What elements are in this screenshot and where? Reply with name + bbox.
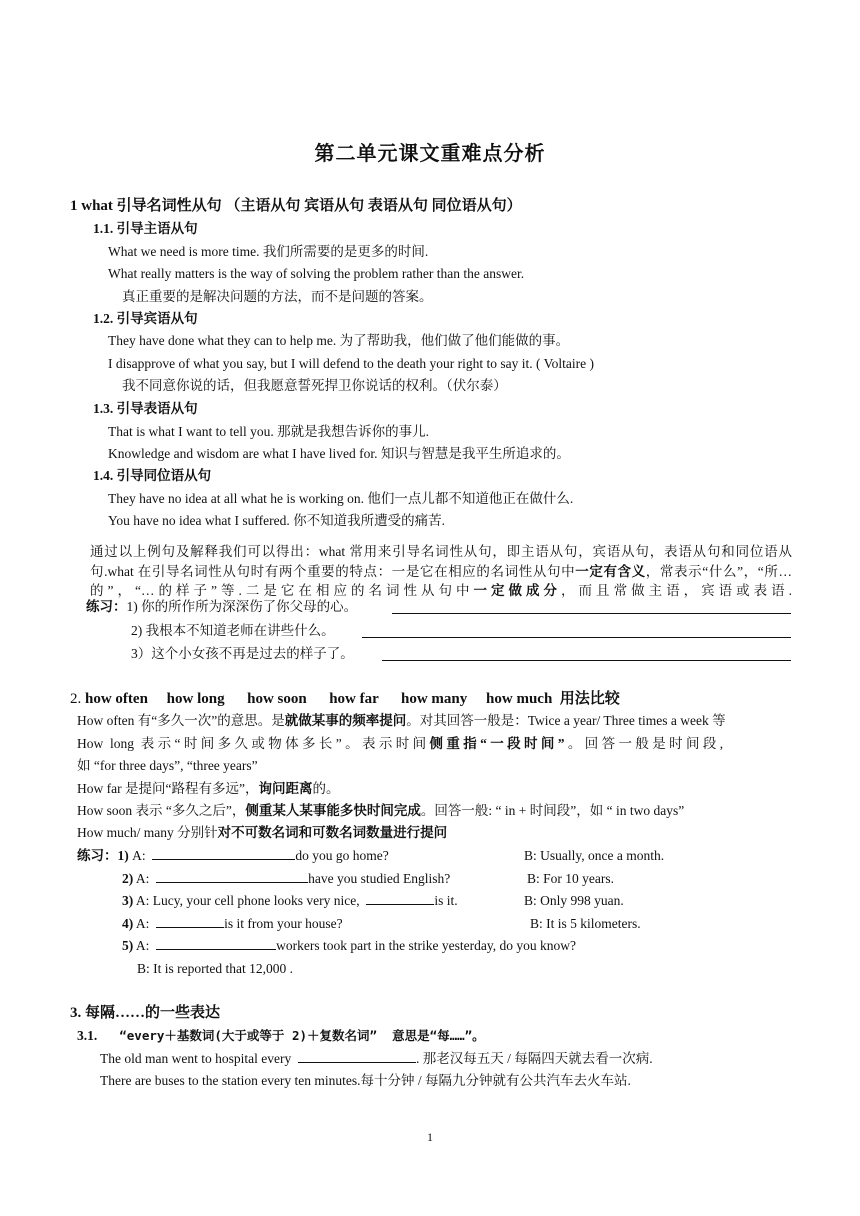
example-sentence: They have no idea at all what he is working on. 他们一点儿都不知道他正在做什么. — [108, 491, 574, 506]
answer-blank[interactable] — [152, 847, 295, 860]
example-sentence: You have no idea what I suffered. 你不知道我所遭受的痛苦. — [108, 513, 445, 528]
section-3-heading: 3. 每隔……的一些表达 — [70, 1005, 221, 1021]
exercise-2: 2) 我根本不知道老师在讲些什么。 — [131, 623, 335, 638]
section-1-heading: 1 what 引导名词性从句 （主语从句 宾语从句 表语从句 同位语从句） — [70, 198, 522, 214]
answer-blank[interactable] — [156, 915, 224, 928]
example-sentence: What really matters is the way of solving the problem rather than the answer. — [108, 266, 525, 281]
exercise-3: 3）这个小女孩不再是过去的样子了。 — [131, 646, 354, 661]
answer-b: B: It is 5 kilometers. — [530, 916, 641, 931]
page-number: 1 — [427, 1130, 433, 1144]
answer-blank[interactable] — [366, 892, 434, 905]
answer-b: B: Only 998 yuan. — [524, 893, 624, 908]
answer-line[interactable] — [382, 660, 791, 661]
exercise-q4: 4) A: is it from your house? — [122, 916, 343, 931]
answer-b: B: It is reported that 12,000 . — [137, 961, 293, 976]
answer-line[interactable] — [362, 637, 791, 638]
example-sentence: Knowledge and wisdom are what I have lived for. 知识与智慧是我平生所追求的。 — [108, 446, 570, 461]
answer-blank[interactable] — [298, 1050, 416, 1063]
exercise-q1: 练习：1) A: do you go home? — [77, 848, 389, 863]
exercise-q5: 5) A: workers took part in the strike yesterday, do you know? — [122, 938, 576, 953]
section-1-4-heading: 1.4. 引导同位语从句 — [93, 468, 212, 483]
answer-line[interactable] — [392, 613, 791, 614]
summary-paragraph: 通过以上例句及解释我们可以得出：what 常用来引导名词性从句，即主语从句，宾语从句，表语从句和同位语从句.what 在引导名词性从句时有两个重要的特点：一是它在相应的名词性从句中一定有含义，常表示“什么”，“所…的”，“…的样子”等.二是它在相应的名词性从句中一定做成分，而且常做主语，宾语或表语. — [90, 544, 793, 598]
example-sentence: That is what I want to tell you. 那就是我想告诉你的事儿. — [108, 424, 429, 439]
how-far-line: How far 是提问“路程有多远”，询问距离的。 — [77, 781, 340, 796]
how-long-line: How long 表 示 “ 时 间 多 久 或 物 体 多 长 ” 。 表 示 时 间 侧 重 指 “ 一 段 时 间 ” 。 回 答 一 般 是 时 间 段 , — [77, 736, 724, 751]
how-often-line: How often 有“多久一次”的意思。是就做某事的频率提问。对其回答一般是：Twice a year/ Three times a week 等 — [77, 713, 726, 728]
answer-b: B: For 10 years. — [527, 871, 614, 886]
answer-blank[interactable] — [156, 870, 308, 883]
example-sentence: There are buses to the station every ten minutes.每十分钟 / 每隔九分钟就有公共汽车去火车站. — [100, 1073, 631, 1088]
section-1-1-heading: 1.1. 引导主语从句 — [93, 221, 198, 236]
example-translation: 真正重要的是解决问题的方法，而不是问题的答案。 — [122, 289, 433, 304]
answer-b: B: Usually, once a month. — [524, 848, 665, 863]
answer-blank[interactable] — [156, 937, 276, 950]
section-3-1-heading: 3.1. “every＋基数词(大于或等于 2)＋复数名词” 意思是“每……”。 — [77, 1028, 485, 1043]
page-title: 第二单元课文重难点分析 — [314, 143, 546, 165]
example-sentence: What we need is more time. 我们所需要的是更多的时间. — [108, 244, 429, 259]
example-sentence: The old man went to hospital every . 那老汉每五天 / 每隔四天就去看一次病. — [100, 1051, 653, 1066]
how-soon-line: How soon 表示 “多久之后”，侧重某人某事能多快时间完成。回答一般: “ in + 时间段”，如 “ in two days” — [77, 803, 685, 818]
how-much-many-line: How much/ many 分别针对不可数名词和可数名词数量进行提问 — [77, 825, 448, 840]
section-2-heading: 2. how often how long how soon how far how many how much 用法比较 — [70, 691, 620, 707]
exercise-q2: 2) A: have you studied English? — [122, 871, 451, 886]
example-translation: 我不同意你说的话，但我愿意誓死捍卫你说话的权利。（伏尔泰） — [122, 378, 507, 393]
exercise-1: 练习：1) 你的所作所为深深伤了你父母的心。 — [86, 599, 358, 614]
section-1-2-heading: 1.2. 引导宾语从句 — [93, 311, 198, 326]
how-long-examples: 如 “for three days”, “three years” — [77, 758, 258, 773]
exercise-q3: 3) A: Lucy, your cell phone looks very nice, is it. — [122, 893, 458, 908]
example-sentence: I disapprove of what you say, but I will defend to the death your right to say it. ( Voltaire ) — [108, 356, 595, 371]
example-sentence: They have done what they can to help me. 为了帮助我，他们做了他们能做的事。 — [108, 333, 570, 348]
section-1-3-heading: 1.3. 引导表语从句 — [93, 401, 198, 416]
